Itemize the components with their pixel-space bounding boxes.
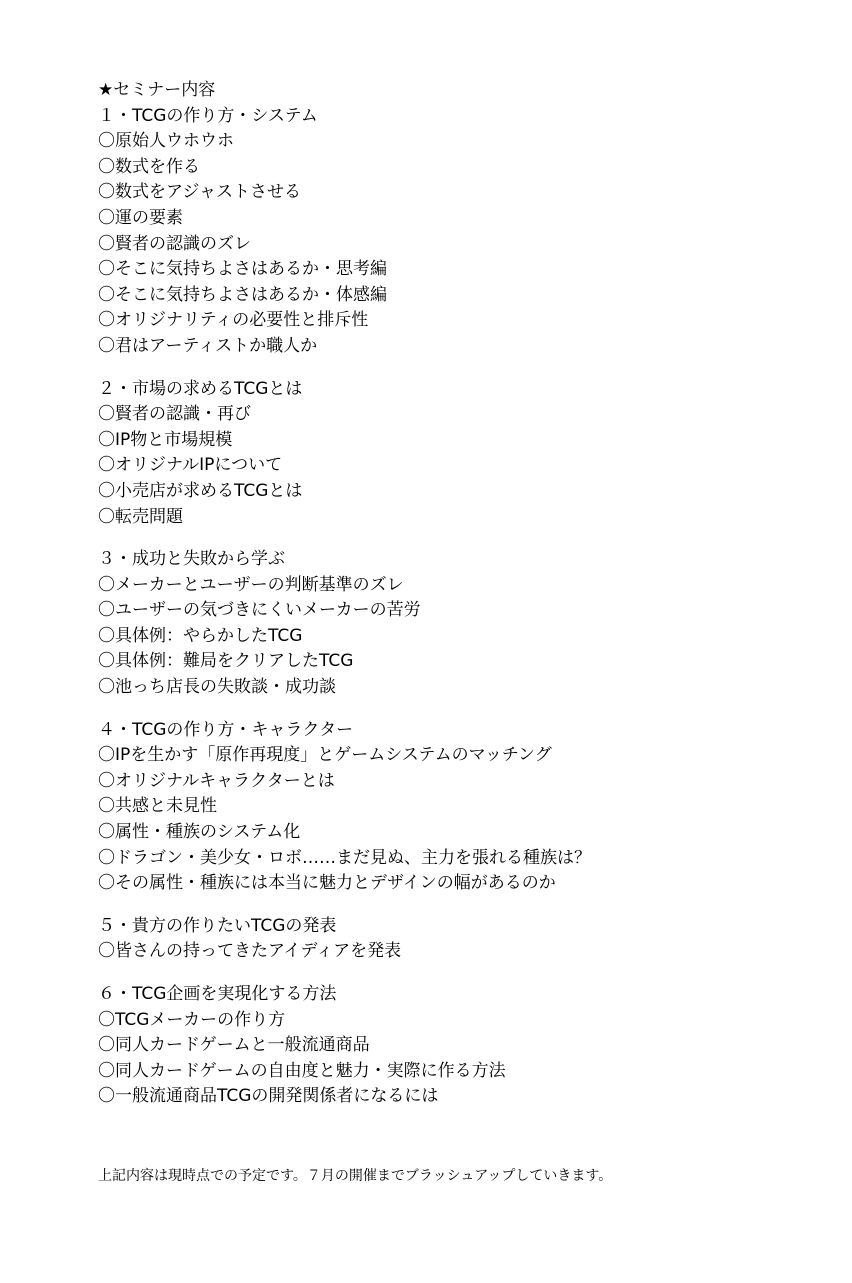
list-item: 〇属性・種族のシステム化 xyxy=(98,822,301,843)
section-heading: １・TCGの作り方・システム xyxy=(98,105,318,126)
section-heading: ４・TCGの作り方・キャラクター xyxy=(98,719,354,740)
list-item: 〇君はアーティストか職人か xyxy=(98,335,318,356)
section-5 xyxy=(98,914,838,965)
seminar-content xyxy=(98,78,838,1110)
list-item: 〇オリジナルIPについて xyxy=(98,455,283,476)
list-item: 〇具体例：難局をクリアしたTCG xyxy=(98,651,354,672)
list-item: 〇一般流通商品TCGの開発関係者になるには xyxy=(98,1086,439,1107)
list-item: 〇ユーザーの気づきにくいメーカーの苦労 xyxy=(98,600,421,621)
list-item: 〇そこに気持ちよさはあるか・体感編 xyxy=(98,284,387,305)
section-heading: ５・貴方の作りたいTCGの発表 xyxy=(98,915,337,936)
section-heading: ３・成功と失敗から学ぶ xyxy=(98,549,285,570)
list-item: 〇賢者の認識・再び xyxy=(98,404,251,425)
list-item: 〇原始人ウホウホ xyxy=(98,131,234,152)
footer-note: 上記内容は現時点での予定です。７月の開催までブラッシュアップしていきます。 xyxy=(98,1168,613,1184)
list-item: 〇具体例：やらかしたTCG xyxy=(98,625,303,646)
list-item: 〇共感と未見性 xyxy=(98,796,217,817)
list-item: 〇同人カードゲームと一般流通商品 xyxy=(98,1035,370,1056)
section-heading: ６・TCG企画を実現化する方法 xyxy=(98,984,337,1004)
list-item: 〇ドラゴン・美少女・ロボ……まだ見ぬ、主力を張れる種族は？ xyxy=(98,847,591,868)
list-item: 〇数式を作る xyxy=(98,156,200,177)
list-item: 〇小売店が求めるTCGとは xyxy=(98,480,303,501)
list-item: 〇メーカーとユーザーの判断基準のズレ xyxy=(98,574,404,595)
section-6 xyxy=(98,982,838,1110)
list-item: 〇IPを生かす「原作再現度」とゲームシステムのマッチング xyxy=(98,745,552,766)
list-item: 〇オリジナルキャラクターとは xyxy=(98,770,335,791)
list-item: 〇同人カードゲームの自由度と魅力・実際に作る方法 xyxy=(98,1060,506,1081)
list-item: 〇皆さんの持ってきたアイディアを発表 xyxy=(98,941,402,962)
list-item: 〇TCGメーカーの作り方 xyxy=(98,1009,286,1030)
page-title: ★セミナー内容 xyxy=(98,80,216,100)
list-item: 〇数式をアジャストさせる xyxy=(98,182,301,203)
section-4 xyxy=(98,718,838,897)
list-item: 〇その属性・種族には本当に魅力とデザインの幅があるのか xyxy=(98,873,556,894)
section-1 xyxy=(98,104,838,360)
section-2 xyxy=(98,377,838,531)
list-item: 〇そこに気持ちよさはあるか・思考編 xyxy=(98,259,387,280)
list-item: 〇IP物と市場規模 xyxy=(98,429,233,450)
list-item: 〇オリジナリティの必要性と排斥性 xyxy=(98,310,369,331)
section-heading: ２・市場の求めるTCGとは xyxy=(98,378,303,399)
list-item: 〇賢者の認識のズレ xyxy=(98,233,251,254)
list-item: 〇運の要素 xyxy=(98,207,183,228)
list-item: 〇転売問題 xyxy=(98,506,183,527)
list-item: 〇池っち店長の失敗談・成功談 xyxy=(98,677,336,698)
section-3 xyxy=(98,547,838,701)
